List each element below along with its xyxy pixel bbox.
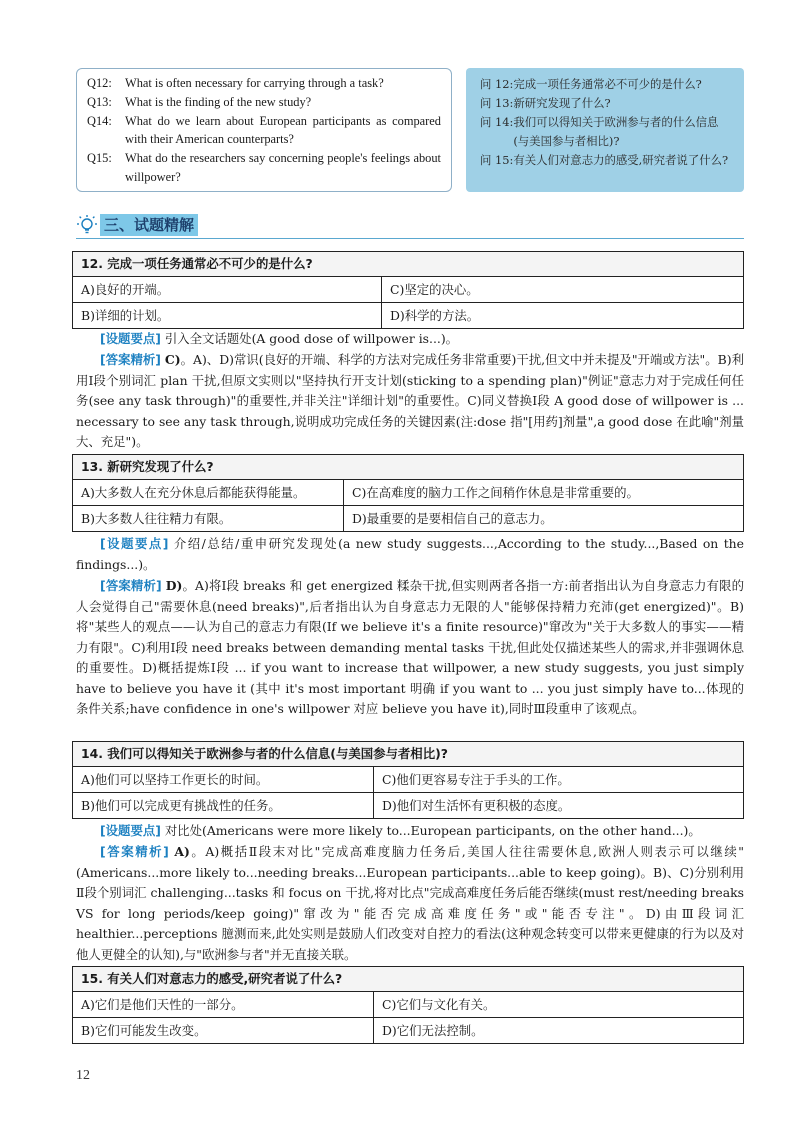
question-cn-12: 问 12: 完成一项任务通常必不可少的是什么? xyxy=(480,77,702,91)
options-row xyxy=(73,302,743,328)
point-text: 对比处(Americans were more likely to...European participants, on the other hand...)。 xyxy=(164,823,701,838)
option-b: B)大多数人往往精力有限。 xyxy=(81,511,232,526)
answer-letter: D) xyxy=(165,578,183,593)
options-row xyxy=(73,277,743,302)
question-cn-15: 问 15: 有关人们对意志力的感受,研究者说了什么? xyxy=(480,153,729,167)
option-a: A)大多数人在充分休息后都能获得能量。 xyxy=(81,485,306,500)
option-b: B)详细的计划。 xyxy=(81,308,170,323)
analysis-tag: [答案精析] xyxy=(100,352,161,367)
option-a: A)良好的开端。 xyxy=(81,282,170,297)
q13-point xyxy=(76,534,744,575)
question-en-15: Q15: What do the researchers say concerning people's feelings about willpower? xyxy=(87,151,441,184)
question-12-table xyxy=(72,251,744,329)
question-15-table xyxy=(72,966,744,1044)
options-row xyxy=(73,1017,743,1043)
option-d: D)它们无法控制。 xyxy=(373,1018,743,1043)
section-title: 三、试题精解 xyxy=(100,214,198,236)
option-d: D)最重要的是要相信自己的意志力。 xyxy=(343,506,743,531)
options-row xyxy=(73,767,743,792)
q12-analysis xyxy=(76,350,744,453)
question-en-12: Q12: What is often necessary for carrying through a task? xyxy=(87,76,384,90)
option-c: C)它们与文化有关。 xyxy=(373,992,743,1017)
analysis-text: 。A)将Ⅰ段 breaks 和 get energized 糅杂干扰,但实则两者各指一方:前者指出认为自身意志力有限的人会觉得自己"需要休息(need breaks)",后者指出认为自身意志力无限的人"能够保持精力充沛(get energized)"。B)将"某些人的观点——认为自己的意志力有限(If we believe it's a finite resource)"窜改为"关于大多数人的事实——精力有限"。C)利用Ⅰ段 need breaks between demanding mental tasks 干扰,但此处仅描述某些人的需求,并非强调休息的重要性。D)概括提炼Ⅰ段 ... if you want to increase that willpower, a new study suggests, you just simply have to believe you have it (其中 it's most important 明确 if you want to ... you just simply have to...体现的条件关系;have confidence in one's willpower 对应 believe you have it),同时Ⅲ段重申了该观点。 xyxy=(76,578,744,716)
question-13-table xyxy=(72,454,744,532)
question-14-title: 14. 我们可以得知关于欧洲参与者的什么信息(与美国参与者相比)? xyxy=(73,742,743,767)
question-14-table xyxy=(72,741,744,819)
question-15-title: 15. 有关人们对意志力的感受,研究者说了什么? xyxy=(73,967,743,992)
q12-point xyxy=(76,329,744,350)
page-number: 12 xyxy=(76,1068,90,1083)
section-divider xyxy=(76,238,744,239)
question-cn-13: 问 13: 新研究发现了什么? xyxy=(480,96,611,110)
option-d: D)科学的方法。 xyxy=(381,303,743,328)
answer-letter: A) xyxy=(174,844,190,859)
option-c: C)在高难度的脑力工作之间稍作休息是非常重要的。 xyxy=(343,480,743,505)
chinese-questions-box xyxy=(466,68,744,192)
question-en-14: Q14: What do we learn about European participants as compared with their American counterparts? xyxy=(87,113,441,147)
point-tag: [设题要点] xyxy=(100,536,169,551)
option-a: A)他们可以坚持工作更长的时间。 xyxy=(81,772,269,787)
point-text: 引入全文话题处(A good dose of willpower is...)。 xyxy=(164,331,459,346)
analysis-text: 。A)、D)常识(良好的开端、科学的方法对完成任务非常重要)干扰,但文中并未提及"开端或方法"。B)利用Ⅰ段个别词汇 plan 干扰,但原文实则以"坚持执行开支计划(sticking to a spending plan)"例证"意志力对于完成任何任务(see any task through)"的重要性,并非关注"详细计划"的重要性。C)同义替换Ⅰ段 A good dose of willpower is ... necessary to see any task through,说明成功完成任务的关键因素(注:dose 指"[用药]剂量",a good dose 在此喻"剂量大、充足")。 xyxy=(76,352,744,449)
analysis-tag: [答案精析] xyxy=(100,844,169,859)
point-text: 介绍/总结/重申研究发现处(a new study suggests...,According to the study...,Based on the findings...)。 xyxy=(76,536,744,572)
options-row xyxy=(73,992,743,1017)
option-b: B)他们可以完成更有挑战性的任务。 xyxy=(81,798,281,813)
options-row xyxy=(73,480,743,505)
analysis-text: 。A)概括Ⅱ段末对比"完成高难度脑力任务后,美国人往往需要休息,欧洲人则表示可以继续"(Americans...more likely to...needing breaks...European participants...able to keep going)。B)、C)分别利用Ⅱ段个别词汇 challenging...tasks 和 focus on 干扰,将对比点"完成高难度任务后能否继续(must rest/needing breaks VS for long periods/keep going)"窜改为"能否完成高难度任务"或"能否专注"。D)由Ⅲ段词汇 healthier...perceptions 臆测而来,此处实则是鼓励人们改变对自控力的看法(这种观念转变可以带来更健康的行为以及对他人更健全的认知),与"欧洲参与者"并无直接关联。 xyxy=(76,844,744,962)
option-a: A)它们是他们天性的一部分。 xyxy=(81,997,244,1012)
point-tag: [设题要点] xyxy=(100,823,161,838)
q13-analysis xyxy=(76,576,744,720)
answer-letter: C) xyxy=(164,352,181,367)
option-c: C)他们更容易专注于手头的工作。 xyxy=(373,767,743,792)
question-en-13: Q13: What is the finding of the new study? xyxy=(87,94,312,109)
english-questions-box xyxy=(76,68,452,192)
question-13-title: 13. 新研究发现了什么? xyxy=(73,455,743,480)
lightbulb-icon xyxy=(76,214,98,236)
options-row xyxy=(73,792,743,818)
option-c: C)坚定的决心。 xyxy=(381,277,743,302)
point-tag: [设题要点] xyxy=(100,331,161,346)
question-cn-14: 问 14: 我们可以得知关于欧洲参与者的什么信息(与美国参与者相比)? xyxy=(480,115,719,148)
question-12-title: 12. 完成一项任务通常必不可少的是什么? xyxy=(73,252,743,277)
options-row xyxy=(73,505,743,531)
analysis-tag: [答案精析] xyxy=(100,578,162,593)
q14-point xyxy=(76,821,744,842)
option-d: D)他们对生活怀有更积极的态度。 xyxy=(373,793,743,818)
q14-analysis xyxy=(76,842,744,965)
option-b: B)它们可能发生改变。 xyxy=(81,1023,207,1038)
